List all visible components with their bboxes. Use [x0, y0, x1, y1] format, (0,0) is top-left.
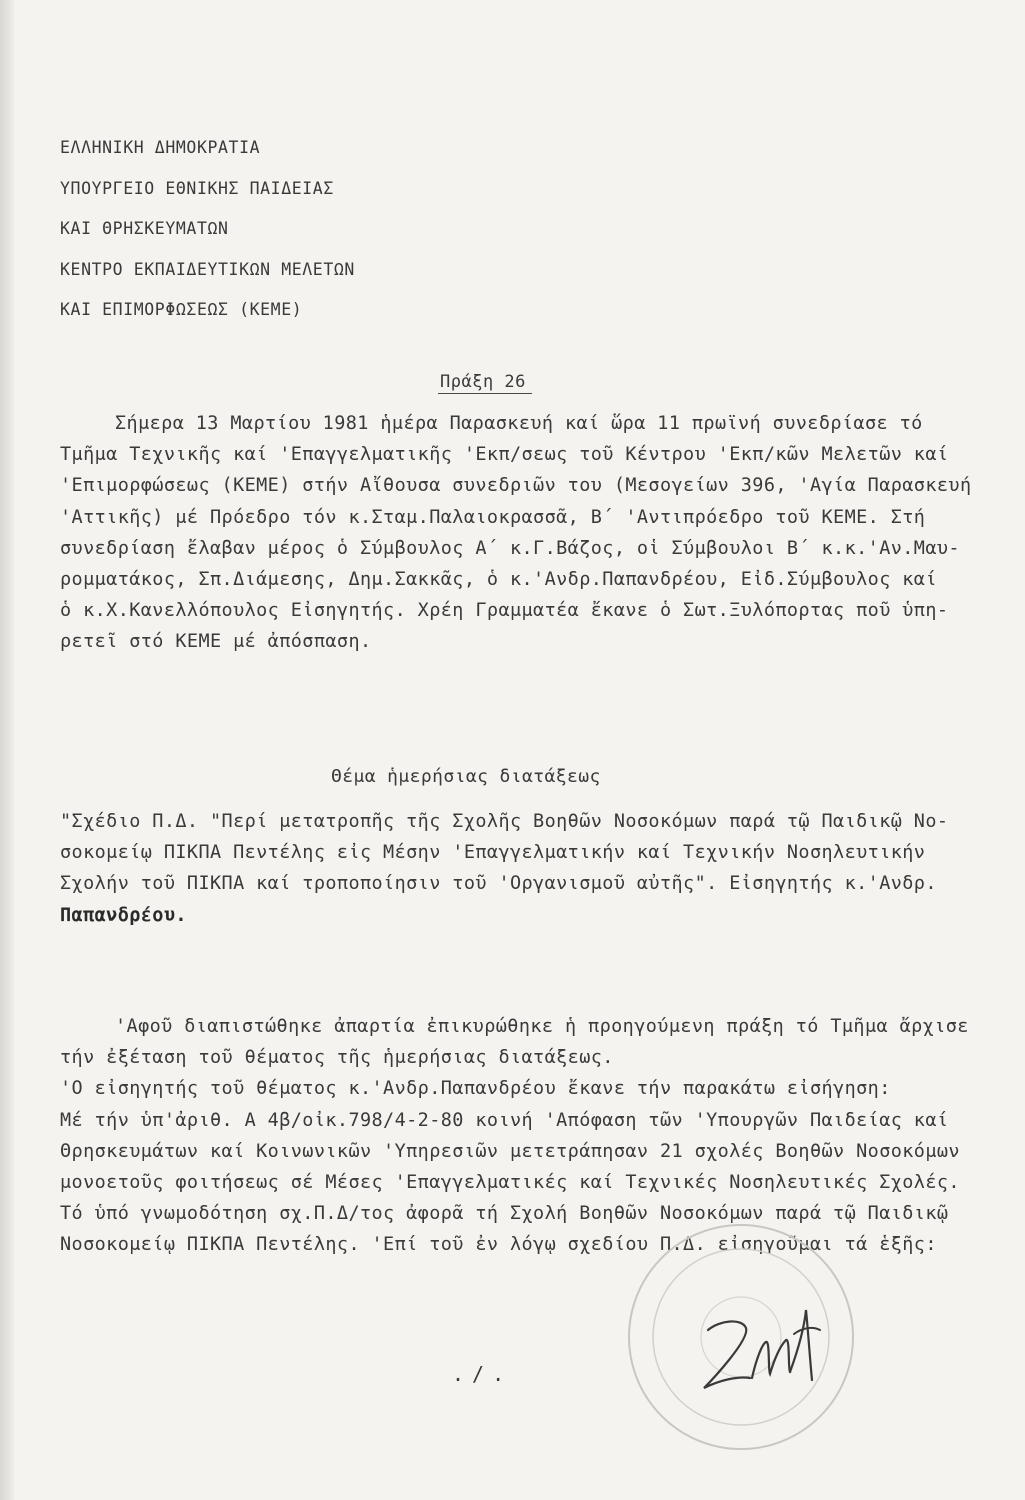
text-line: ὁ κ.Χ.Κανελλόπουλος Εἰσηγητής. Χρέη Γραμματέα ἔκανε ὁ Σωτ.Ξυλόπορτας ποῦ ὑπη- — [60, 600, 949, 622]
text-line: Παπανδρέου. — [60, 904, 187, 926]
letterhead-line: ΕΛΛΗΝΙΚΗ ΔΗΜΟΚΡΑΤΙΑ — [60, 138, 261, 157]
letterhead-line: ΚΑΙ ΘΡΗΣΚΕΥΜΑΤΩΝ — [60, 219, 229, 238]
text-line: Σήμερα 13 Μαρτίου 1981 ἡμέρα Παρασκευή καί ὥρα 11 πρωϊνή συνεδρίασε τό — [115, 413, 923, 434]
text-line: "Σχέδιο Π.Δ. "Περί μετατροπῆς τῆς Σχολῆς Βοηθῶν Νοσοκόμων παρά τῷ Παιδικῷ Νο- — [60, 811, 949, 832]
continuation-mark: ./. — [452, 1362, 513, 1386]
text-line: Τμῆμα Τεχνικῆς καί 'Επαγγελματικῆς 'Εκπ/σεως τοῦ Κέντρου 'Εκπ/κῶν Μελετῶν καί — [60, 444, 949, 466]
letterhead-line: ΚΑΙ ΕΠΙΜΟΡΦΩΣΕΩΣ (ΚΕΜΕ) — [60, 300, 303, 319]
letterhead-line: ΥΠΟΥΡΓΕΙΟ ΕΘΝΙΚΗΣ ΠΑΙΔΕΙΑΣ — [60, 178, 334, 198]
intro-paragraph — [60, 408, 972, 658]
text-line: 'Επιμορφώσεως (ΚΕΜΕ) στήν Αἴθουσα συνεδριῶν του (Μεσογείων 396, 'Αγία Παρασκευή — [60, 475, 972, 497]
text-line: 'Αφοῦ διαπιστώθηκε ἀπαρτία ἐπικυρώθηκε ἡ προηγούμενη πράξη τό Τμῆμα ἄρχισε — [115, 1016, 969, 1037]
letterhead — [60, 128, 355, 331]
text-line: σοκομείῳ ΠΙΚΠΑ Πεντέλης εἰς Μέσην 'Επαγγελματικήν καί Τεχνικήν Νοσηλευτικήν — [60, 842, 926, 864]
text-line: 'Ο εἰσηγητής τοῦ θέματος κ.'Ανδρ.Παπανδρέου ἔκανε τήν παρακάτω εἰσήγηση: — [60, 1078, 891, 1100]
text-line: ρετεῖ στό ΚΕΜΕ μέ ἀπόσπαση. — [60, 631, 372, 653]
text-line: τήν ἐξέταση τοῦ θέματος τῆς ἡμερήσιας διατάξεως. — [60, 1047, 614, 1069]
subject-title: Θέμα ἡμερήσιας διατάξεως — [331, 766, 601, 787]
text-line: 'Αττικῆς) μέ Πρόεδρο τόν κ.Σταμ.Παλαιοκρασσᾶ, Β΄ 'Αντιπρόεδρο τοῦ ΚΕΜΕ. Στή — [60, 506, 926, 528]
text-line: Τό ὑπό γνωμοδότηση σχ.Π.Δ/τος ἀφορᾶ τή Σχολή Βοηθῶν Νοσοκόμων παρά τῷ Παιδικῷ — [60, 1203, 949, 1225]
text-line: συνεδρίαση ἔλαβαν μέρος ὁ Σύμβουλος Α΄ κ.Γ.Βάζος, οἱ Σύμβουλοι Β΄ κ.κ.'Αν.Μαυ- — [60, 537, 960, 559]
text-line: Μέ τήν ὑπ'ἀριθ. Α 4β/οἰκ.798/4-2-80 κοινή 'Απόφαση τῶν 'Υπουργῶν Παιδείας καί — [60, 1109, 949, 1131]
text-line: Νοσοκομείῳ ΠΙΚΠΑ Πεντέλης. 'Επί τοῦ ἐν λόγῳ σχεδίου Π.Δ. εἰσηγοῦμαι τά ἑξῆς: — [60, 1234, 937, 1256]
signature-icon — [690, 1290, 840, 1400]
subject-paragraph — [60, 806, 960, 931]
text-line: μονοετοῦς φοιτήσεως σέ Μέσες 'Επαγγελματικές καί Τεχνικές Νοσηλευτικές Σχολές. — [60, 1171, 960, 1193]
text-line: Σχολήν τοῦ ΠΙΚΠΑ καί τροποποίησιν τοῦ 'Οργανισμοῦ αὐτῆς". Εἰσηγητής κ.'Ανδρ. — [60, 873, 937, 895]
text-line: Θρησκευμάτων καί Κοινωνικῶν 'Υπηρεσιῶν μετετράπησαν 21 σχολές Βοηθῶν Νοσοκόμων — [60, 1140, 960, 1162]
letterhead-line: ΚΕΝΤΡΟ ΕΚΠΑΙΔΕΥΤΙΚΩΝ ΜΕΛΕΤΩΝ — [60, 259, 355, 279]
binding-shadow — [0, 0, 14, 1500]
act-title: Πράξη 26 — [438, 372, 532, 394]
text-line: ρομματάκος, Σπ.Διάμεσης, Δημ.Σακκᾶς, ὁ κ.'Ανδρ.Παπανδρέου, Εἰδ.Σύμβουλος καί — [60, 568, 937, 590]
